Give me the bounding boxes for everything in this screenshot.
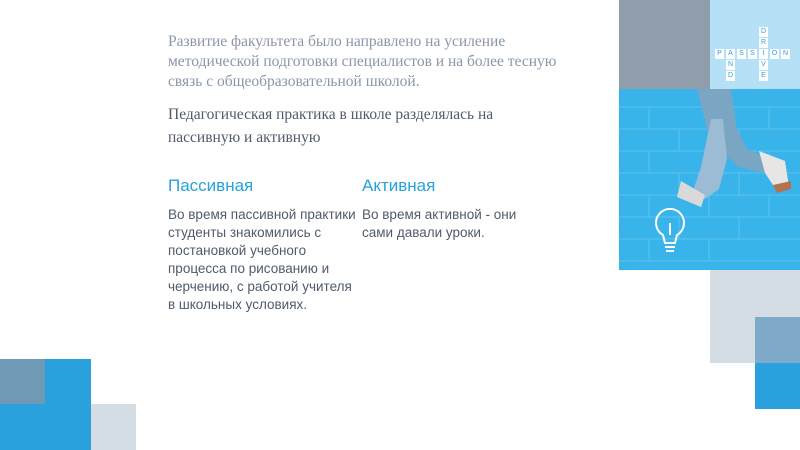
deco-square-right-blue <box>755 317 800 363</box>
photo-illustration <box>619 89 800 270</box>
jumping-person-photo <box>619 89 800 270</box>
crossword-tile-and: N <box>727 61 734 68</box>
crossword-tile-and: D <box>727 72 734 79</box>
crossword-tile-across: N <box>782 50 789 57</box>
crossword-tile-across: P <box>715 49 724 59</box>
crossword-tile-across: I <box>759 49 768 59</box>
crossword-tile-drive: D <box>760 28 767 35</box>
intro-paragraph: Развитие факультета было направлено на усиление методической подготовки специалистов и на более тесную связь с общеобразовательной школой. <box>168 33 557 90</box>
crossword-tile-drive: R <box>760 39 767 46</box>
deco-square-bl-gray <box>0 359 45 404</box>
crossword-tile-drive: E <box>759 71 768 81</box>
crossword-tile-across: S <box>737 49 746 59</box>
crossword-tile-across: S <box>748 49 757 59</box>
crossword-tile-across: O <box>771 50 778 57</box>
deco-square-right-blue2 <box>755 363 800 409</box>
crossword-image <box>710 0 800 89</box>
deco-square-bl-light <box>91 404 136 450</box>
crossword-tile-across: A <box>726 49 735 59</box>
passive-title: Пассивная <box>168 176 254 195</box>
active-title: Активная <box>362 176 436 195</box>
deco-square-top-gray <box>619 0 710 89</box>
practice-paragraph: Педагогическая практика в школе разделялась на пассивную и активную <box>168 106 494 146</box>
crossword-tile-drive: V <box>759 60 768 70</box>
passive-text: Во время пассивной практики студенты знакомились с постановкой учебного процесса по рисованию и черчению, с работой учителя в школьных условиях. <box>168 207 356 312</box>
active-text: Во время активной - они сами давали уроки. <box>362 207 517 240</box>
